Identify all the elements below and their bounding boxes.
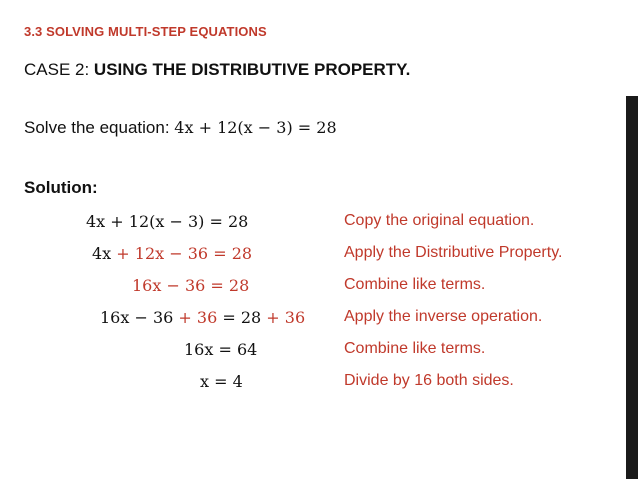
- equation-term: 4x + 12(x − 3) = 28: [86, 212, 249, 231]
- equation-term: + 36: [178, 308, 218, 327]
- solution-step: [0, 244, 620, 268]
- step-note: Divide by 16 both sides.: [344, 372, 514, 389]
- solution-step: [0, 276, 620, 300]
- step-note: Combine like terms.: [344, 340, 486, 357]
- solution-step: [0, 372, 620, 396]
- step-note: Apply the Distributive Property.: [344, 244, 563, 261]
- problem-prompt: Solve the equation:: [24, 118, 175, 137]
- case-prefix: CASE 2:: [24, 60, 94, 79]
- equation-term: 4x: [92, 244, 117, 263]
- equation-term: 16x = 64: [184, 340, 258, 359]
- equation-term: 16x − 36 = 28: [132, 276, 250, 295]
- solution-step: [0, 340, 620, 364]
- problem-statement: [24, 118, 337, 138]
- step-equation: [132, 276, 249, 295]
- equation-term: + 36: [266, 308, 306, 327]
- step-note: Copy the original equation.: [344, 212, 535, 229]
- step-equation: [184, 340, 257, 359]
- step-note: Combine like terms.: [344, 276, 486, 293]
- case-heading: [24, 60, 410, 80]
- solution-label: Solution:: [24, 178, 98, 197]
- equation-term: x = 4: [200, 372, 243, 391]
- solution-step: [0, 212, 620, 236]
- step-equation: [100, 308, 305, 327]
- section-title: 3.3 SOLVING MULTI-STEP EQUATIONS: [24, 24, 267, 39]
- step-equation: [86, 212, 248, 231]
- case-title: USING THE DISTRIBUTIVE PROPERTY.: [93, 60, 411, 79]
- solution-step: [0, 308, 620, 332]
- step-note: Apply the inverse operation.: [344, 308, 543, 325]
- problem-equation: 4x + 12(x − 3) = 28: [174, 118, 337, 137]
- step-equation: [92, 244, 252, 263]
- decorative-side-bar: [626, 96, 638, 479]
- equation-term: + 12x − 36 = 28: [116, 244, 253, 263]
- equation-term: 16x − 36: [100, 308, 179, 327]
- equation-term: = 28: [217, 308, 267, 327]
- step-equation: [200, 372, 243, 391]
